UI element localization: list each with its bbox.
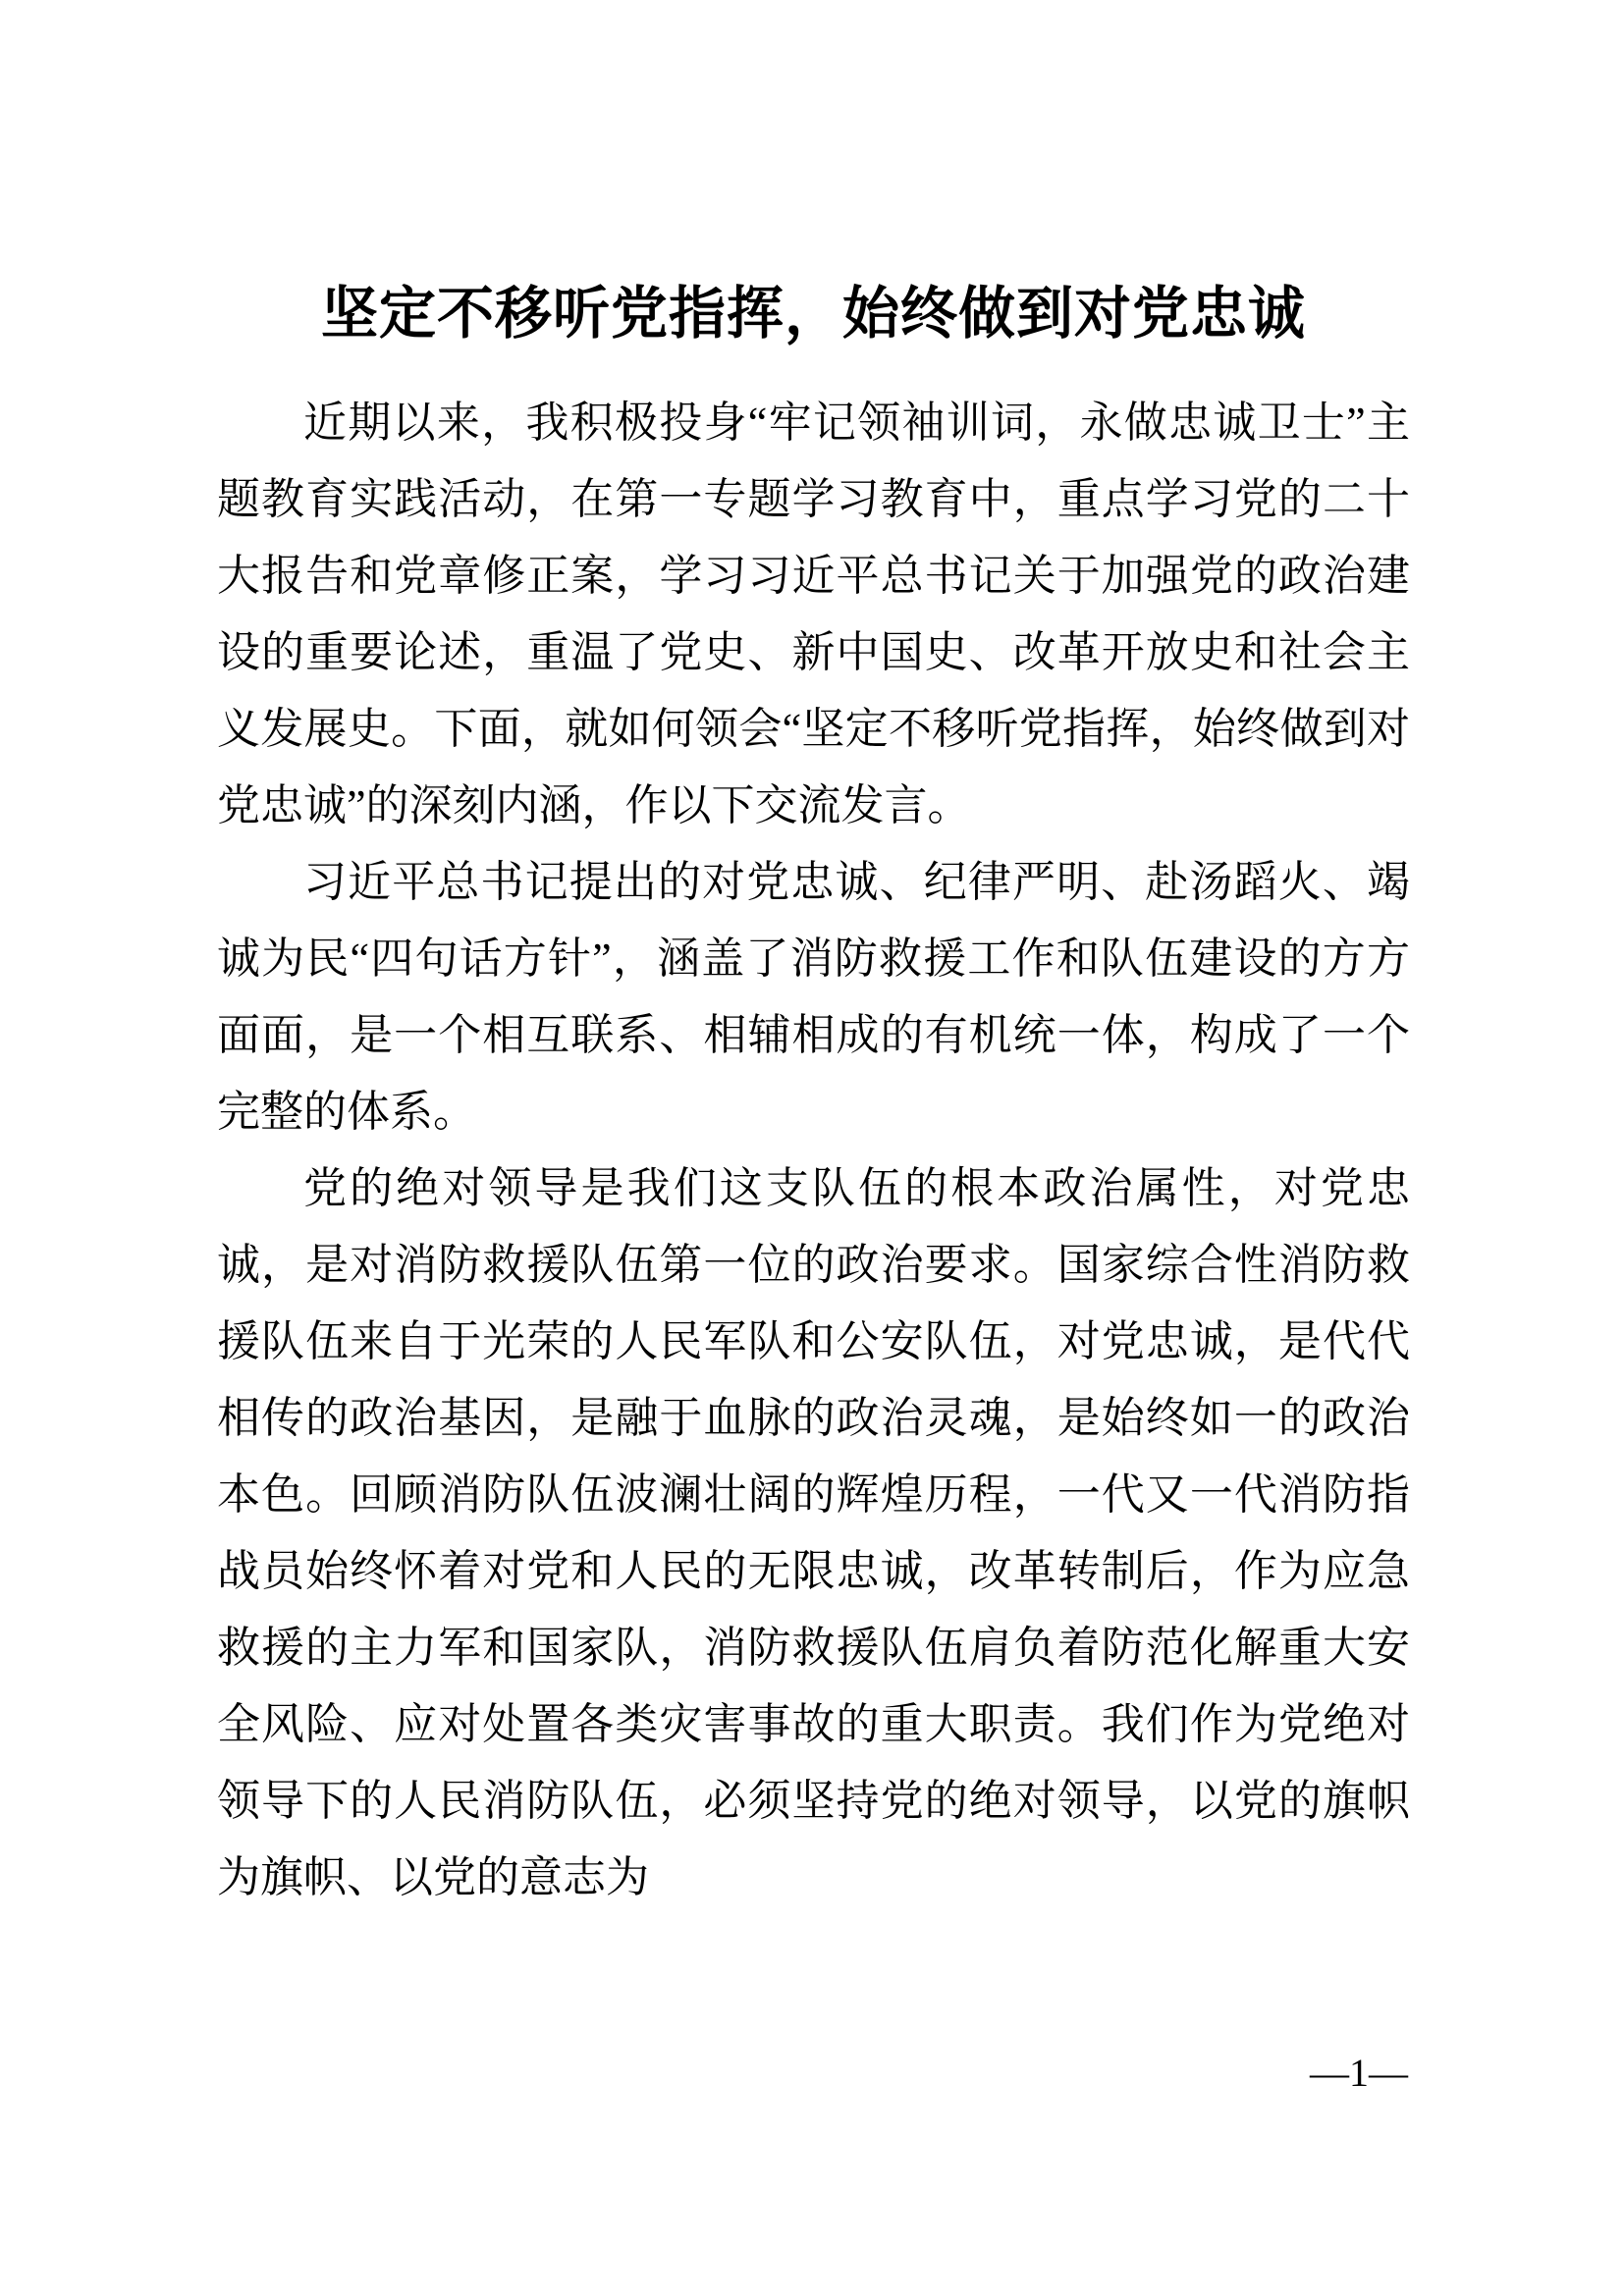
- document-content: [217, 273, 1410, 1916]
- document-title: 坚定不移听党指挥，始终做到对党忠诚: [320, 282, 1306, 346]
- paragraph-3: 党的绝对领导是我们这支队伍的根本政治属性，对党忠诚，是对消防救援队伍第一位的政治要求。国家综合性消防救援队伍来自于光荣的人民军队和公安队伍，对党忠诚，是代代相传的政治基因，是融于血脉的政治灵魂，是始终如一的政治本色。回顾消防队伍波澜壮阔的辉煌历程，一代又一代消防指战员始终怀着对党和人民的无限忠诚，改革转制后，作为应急救援的主力军和国家队，消防救援队伍肩负着防范化解重大安全风险、应对处置各类灾害事故的重大职责。我们作为党绝对领导下的人民消防队伍，必须坚持党的绝对领导，以党的旗帜为旗帜、以党的意志为: [217, 1164, 1410, 1901]
- page-number: —1—: [1310, 2051, 1408, 2095]
- paragraph-1: 近期以来，我积极投身“牢记领袖训词，永做忠诚卫士”主题教育实践活动，在第一专题学习教育中，重点学习党的二十大报告和党章修正案，学习习近平总书记关于加强党的政治建设的重要论述，重温了党史、新中国史、改革开放史和社会主义发展史。下面，就如何领会“坚定不移听党指挥，始终做到对党忠诚”的深刻内涵，作以下交流发言。: [217, 399, 1410, 829]
- paragraph-2: 习近平总书记提出的对党忠诚、纪律严明、赴汤蹈火、竭诚为民“四句话方针”，涵盖了消防救援工作和队伍建设的方方面面，是一个相互联系、相辅相成的有机统一体，构成了一个完整的体系。: [217, 858, 1410, 1136]
